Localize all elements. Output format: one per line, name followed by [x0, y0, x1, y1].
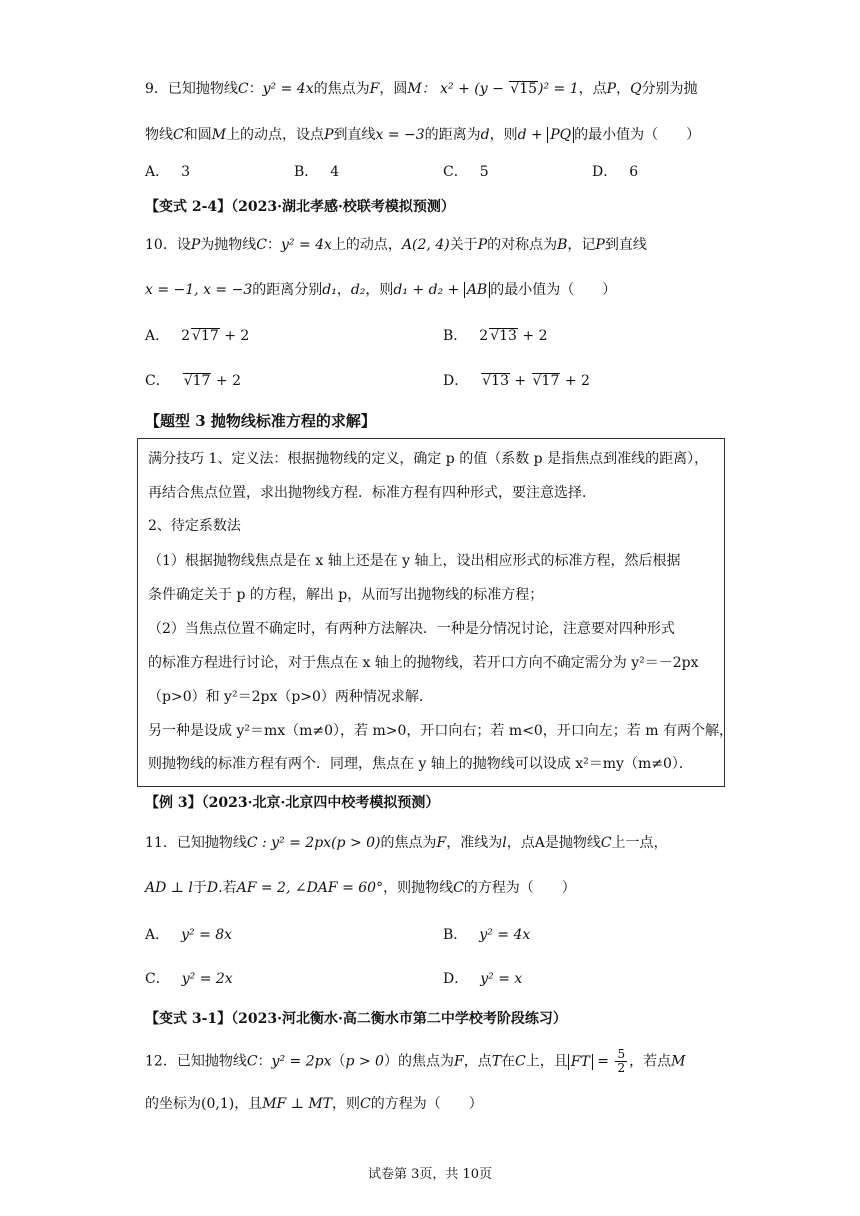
tip-line: 再结合焦点位置，求出抛物线方程．标准方程有四种形式，要注意选择．	[148, 485, 596, 501]
tip-line: 满分技巧 1、定义法：根据抛物线的定义，确定 p 的值（系数 p 是指焦点到准线的距离），	[148, 451, 709, 467]
tip-line: （2）当焦点位置不确定时，有两种方法解决．一种是分情况讨论，注意要对四种形式	[148, 621, 675, 637]
q11-var: l	[502, 835, 507, 851]
q9-text: 分别为抛	[641, 81, 698, 97]
q12-text: ，若点	[629, 1053, 672, 1070]
tip-line: 则抛物线的标准方程有两个．同理，焦点在 y 轴上的抛物线可以设成 x²＝my（m≠0）．	[148, 756, 693, 772]
q9-text: ，点	[578, 81, 607, 97]
q12-text: =	[592, 1053, 614, 1070]
q11-text: .若	[218, 880, 237, 896]
tip-line: （p>0）和 y²＝2px（p>0）两种情况求解．	[148, 689, 433, 705]
q10-text: 的距离分别	[252, 282, 323, 298]
q11-text: ，则抛物线	[383, 880, 454, 896]
option-sqrt-value: 17	[200, 328, 219, 344]
q12-var: C	[515, 1053, 526, 1070]
q11-var: C	[453, 880, 464, 896]
q9-var: P	[324, 127, 334, 143]
q12-text: （	[331, 1053, 346, 1070]
q9-var: M	[407, 81, 422, 97]
tip-line: 另一种是设成 y²＝mx（m≠0），若 m>0，开口向右；若 m<0，开口向左；若 m 有两个解，	[148, 723, 733, 739]
q10-point: A(2, 4)	[401, 237, 450, 253]
q10-option-c[interactable]	[145, 370, 241, 392]
option-coef: 2	[181, 328, 191, 344]
q12-text: ）的焦点为	[383, 1053, 454, 1070]
q9-options	[145, 161, 745, 183]
q10-lines-eq: x = −1, x = −3	[145, 282, 253, 298]
q9-text: 物线	[145, 127, 173, 143]
q11-var: F	[436, 835, 447, 851]
q9-var: C	[173, 127, 184, 143]
q10-option-d[interactable]	[443, 370, 590, 392]
q12-text: ，且	[234, 1096, 263, 1112]
sqrt-symbol: √17	[183, 373, 211, 389]
q9-var: Q	[630, 81, 642, 97]
q9-expr: d +	[517, 127, 548, 143]
option-text: + 2	[560, 373, 590, 389]
tip-line: 条件确定关于 p 的方程，解出 p，从而写出抛物线的标准方程；	[148, 587, 544, 603]
q12-var: F	[453, 1053, 464, 1070]
q10-var: C	[256, 237, 267, 253]
option-label: B．	[443, 927, 468, 943]
q9-var: M	[211, 127, 227, 143]
sqrt-symbol: √17	[532, 373, 560, 389]
option-sqrt-value: 17	[192, 373, 211, 389]
tip-line: （1）根据抛物线焦点是在 x 轴上还是在 y 轴上，设出相应形式的标准方程，然后根据	[148, 553, 681, 569]
q9-var: P	[606, 81, 617, 97]
q11-options-row1	[145, 924, 745, 946]
option-sqrt-value: 13	[499, 328, 517, 344]
q10-var: B	[557, 237, 568, 253]
q9-option-b[interactable]	[294, 161, 339, 183]
option-label: B．	[294, 164, 319, 180]
q9-text: ，则	[489, 127, 518, 143]
q9-equation: y² = 4x	[262, 81, 314, 97]
option-label: A．	[145, 328, 170, 344]
q10-number: 10．设	[145, 237, 191, 253]
q12-var: C	[360, 1096, 371, 1112]
q10-text: 为抛物线	[200, 237, 257, 253]
q9-circle-eq: )² = 1	[538, 81, 579, 97]
q9-text: 的最小值为（ ）	[574, 127, 701, 143]
q12-line2	[145, 1093, 750, 1115]
q10-options-row1	[145, 325, 745, 347]
option-text: +	[509, 373, 531, 389]
q10-line1	[145, 234, 750, 256]
option-label: C．	[145, 971, 170, 987]
q11-text: 上一点，	[611, 835, 668, 851]
q12-text: ，则	[332, 1096, 360, 1112]
q12-perp: MF ⊥ MT	[262, 1096, 332, 1112]
q10-text: 上的动点，	[331, 237, 402, 253]
q10-var: P	[190, 237, 201, 253]
q9-var: d	[480, 127, 490, 143]
variant-3-1-heading: 【变式 3-1】（2023·河北衡水·高二衡水市第二中学校考阶段练习）	[145, 1011, 567, 1027]
q10-text: 到直线	[604, 237, 647, 253]
q10-var: d₁	[322, 282, 337, 298]
option-label: D．	[443, 971, 469, 987]
option-text: y² = 2x	[181, 971, 233, 987]
q11-text: 的方程为（ ）	[463, 880, 576, 896]
q12-equation: y² = 2px	[271, 1053, 332, 1070]
q10-var: P	[595, 237, 605, 253]
example-3-heading: 【例 3】（2023·北京·北京四中校考模拟预测）	[145, 795, 440, 811]
q12-number: 12．已知抛物线	[145, 1053, 247, 1070]
q11-text: ，点A是抛物线	[506, 835, 601, 851]
q10-abs-expr: AB	[464, 282, 490, 298]
q9-line1	[145, 78, 750, 100]
option-text: y² = x	[480, 971, 523, 987]
q11-text: ，准线为	[446, 835, 503, 851]
option-text: + 2	[219, 328, 250, 344]
q9-text: 的焦点为	[313, 81, 370, 97]
q10-text: 的对称点为	[487, 237, 558, 253]
q9-option-a[interactable]	[145, 161, 190, 183]
option-sqrt-value: 13	[491, 373, 509, 389]
q12-text: 的方程为（ ）	[370, 1096, 483, 1112]
q12-coordinate: (0,1)	[201, 1096, 235, 1112]
q9-text: ：	[248, 81, 263, 97]
q9-circle-eq: ： x² + (y −	[421, 81, 509, 97]
option-text: 3	[181, 164, 191, 180]
option-text: + 2	[517, 328, 548, 344]
option-label: D．	[443, 373, 469, 389]
q10-line2	[145, 279, 750, 301]
page-footer: 试卷第 3页，共 10页	[367, 1167, 493, 1182]
sqrt-symbol: √17	[192, 328, 219, 344]
q11-options-row2	[145, 968, 745, 990]
tip-line: 2、待定系数法	[148, 518, 241, 534]
q10-option-b[interactable]	[443, 325, 548, 347]
fraction-denominator: 2	[617, 1061, 626, 1075]
tip-line: 的标准方程进行讨论，对于焦点在 x 轴上的抛物线，若开口方向不确定需分为 y²＝－2px	[148, 655, 699, 671]
q11-text: 的焦点为	[380, 835, 437, 851]
q9-text: 上的动点，设点	[226, 127, 325, 143]
q9-option-d[interactable]	[592, 161, 638, 183]
q12-fraction	[615, 1048, 627, 1075]
q12-var: T	[491, 1053, 502, 1070]
q9-text: 的距离为	[424, 127, 481, 143]
q12-text: 的坐标为	[145, 1096, 201, 1112]
q11-option-d[interactable]	[443, 968, 522, 990]
q12-var: C	[246, 1053, 258, 1070]
q9-line-eq: x = −3	[375, 127, 425, 143]
q11-option-a[interactable]	[145, 924, 232, 946]
q11-var: C	[600, 835, 612, 851]
option-label: A．	[145, 927, 170, 943]
option-text: y² = 8x	[181, 927, 233, 943]
q10-var: P	[477, 237, 488, 253]
q10-text: ，	[336, 282, 351, 298]
q11-line1	[145, 832, 750, 854]
q12-text: ：	[257, 1053, 272, 1070]
q10-var: d₂	[350, 282, 366, 298]
q11-option-b[interactable]	[443, 924, 530, 946]
q9-var: C	[237, 81, 249, 97]
q10-option-a[interactable]	[145, 325, 249, 347]
q10-equation: y² = 4x	[280, 237, 332, 253]
q11-text: 于	[192, 880, 207, 896]
sqrt-symbol: √13	[490, 328, 517, 344]
q9-abs-expr: PQ	[547, 127, 574, 143]
q10-text: 的最小值为（ ）	[490, 282, 617, 298]
q10-options-row2	[145, 370, 745, 392]
option-sqrt-value: 17	[541, 373, 560, 389]
fraction-numerator: 5	[617, 1047, 626, 1061]
q12-text: 在	[501, 1053, 516, 1070]
option-text: + 2	[211, 373, 242, 389]
q10-text: ：	[266, 237, 281, 253]
q11-equation: C : y² = 2px(p > 0)	[246, 835, 381, 851]
option-text: 5	[479, 164, 489, 180]
sqrt-symbol: √15	[510, 81, 538, 97]
option-label: D．	[592, 164, 618, 180]
option-label: C．	[145, 373, 170, 389]
q12-text: ，点	[463, 1053, 492, 1070]
q10-text: 关于	[449, 237, 478, 253]
q12-line1	[145, 1048, 750, 1075]
option-coef: 2	[479, 328, 489, 344]
option-text: 4	[330, 164, 340, 180]
variant-2-4-heading: 【变式 2-4】（2023·湖北孝感·校联考模拟预测）	[145, 199, 455, 215]
q12-text: 上，且	[525, 1053, 568, 1070]
option-label: A．	[145, 164, 170, 180]
q11-line2	[145, 877, 750, 899]
q9-var: F	[369, 81, 380, 97]
q9-line2	[145, 124, 750, 146]
sqrt-symbol: √13	[482, 373, 509, 389]
option-text: y² = 4x	[479, 927, 531, 943]
q9-option-c[interactable]	[443, 161, 489, 183]
q9-text: 到直线	[333, 127, 376, 143]
option-label: B．	[443, 328, 468, 344]
q9-number: 9．已知抛物线	[145, 81, 238, 97]
q10-text: ，则	[365, 282, 394, 298]
q10-expr: d₁ + d₂ +	[393, 282, 464, 298]
q12-abs-expr: FT	[568, 1054, 593, 1070]
q12-var: M	[671, 1053, 686, 1070]
option-label: C．	[443, 164, 468, 180]
q11-perp: AD ⊥ l	[145, 880, 193, 896]
q9-text: ，圆	[379, 81, 408, 97]
q9-text: ，	[616, 81, 631, 97]
q11-var: D	[206, 880, 219, 896]
q9-text: 和圆	[183, 127, 212, 143]
q11-condition: AF = 2, ∠DAF = 60°	[236, 880, 384, 896]
q11-number: 11．已知抛物线	[145, 835, 247, 851]
q11-option-c[interactable]	[145, 968, 233, 990]
q12-condition: p > 0	[345, 1053, 384, 1070]
q9-sqrt-value: 15	[519, 81, 538, 97]
q10-text: ，记	[567, 237, 596, 253]
tips-box	[137, 438, 733, 787]
option-text: 6	[629, 164, 639, 180]
section-3-title: 【题型 3 抛物线标准方程的求解】	[145, 412, 376, 430]
